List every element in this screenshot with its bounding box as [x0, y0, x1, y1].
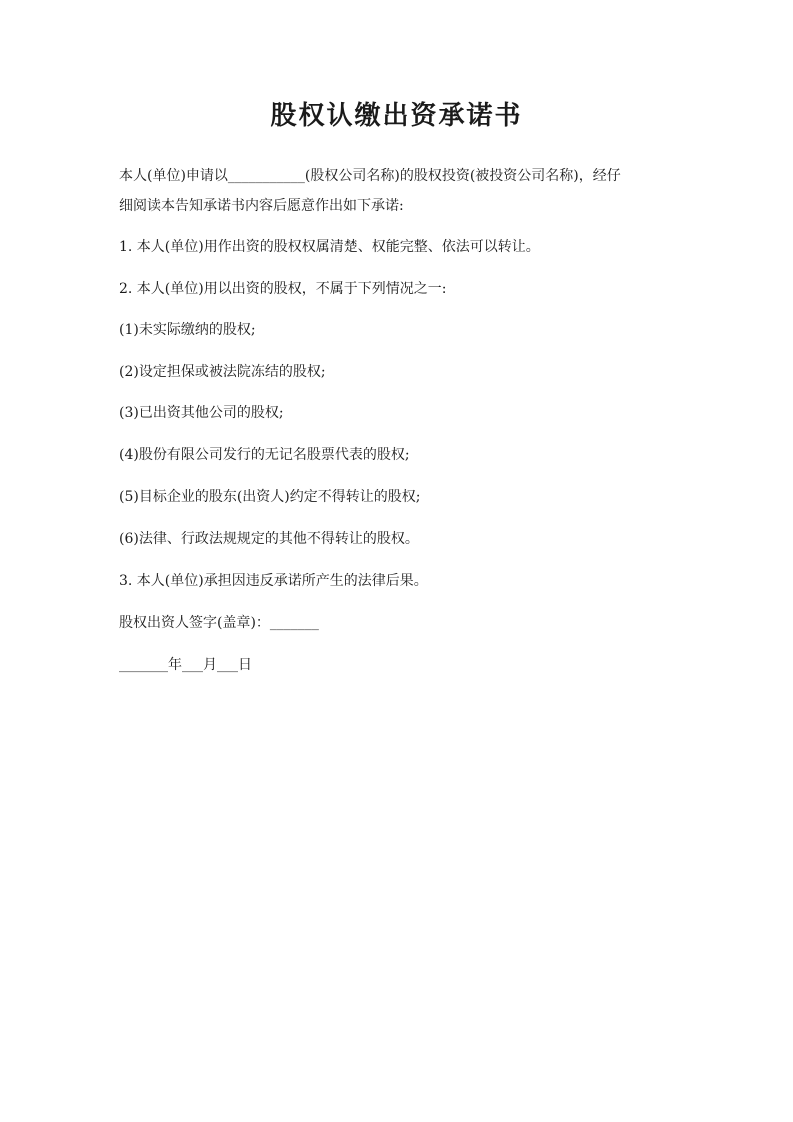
- document-title: 股权认缴出资承诺书: [270, 101, 523, 131]
- exclusion-item-3: (3)已出资其他公司的股权;: [119, 405, 284, 421]
- intro-line-1: 本人(单位)申请以___________(股权公司名称)的股权投资(被投资公司名称)，经仔: [119, 168, 621, 184]
- exclusion-item-5: (5)目标企业的股东(出资人)约定不得转让的股权;: [119, 489, 421, 505]
- intro-line-2: 细阅读本告知承诺书内容后愿意作出如下承诺:: [119, 198, 404, 214]
- commitment-item-1: 1. 本人(单位)用作出资的股权权属清楚、权能完整、依法可以转让。: [119, 239, 540, 255]
- date-line: _______年___月___日: [119, 657, 252, 673]
- signature-line: 股权出资人签字(盖章)：_______: [119, 615, 319, 631]
- exclusion-item-2: (2)设定担保或被法院冻结的股权;: [119, 364, 326, 380]
- exclusion-item-4: (4)股份有限公司发行的无记名股票代表的股权;: [119, 447, 410, 463]
- commitment-item-2: 2. 本人(单位)用以出资的股权，不属于下列情况之一:: [119, 281, 447, 297]
- exclusion-item-1: (1)未实际缴纳的股权;: [119, 322, 256, 338]
- exclusion-item-6: (6)法律、行政法规规定的其他不得转让的股权。: [119, 531, 419, 547]
- commitment-item-3: 3. 本人(单位)承担因违反承诺所产生的法律后果。: [119, 573, 428, 589]
